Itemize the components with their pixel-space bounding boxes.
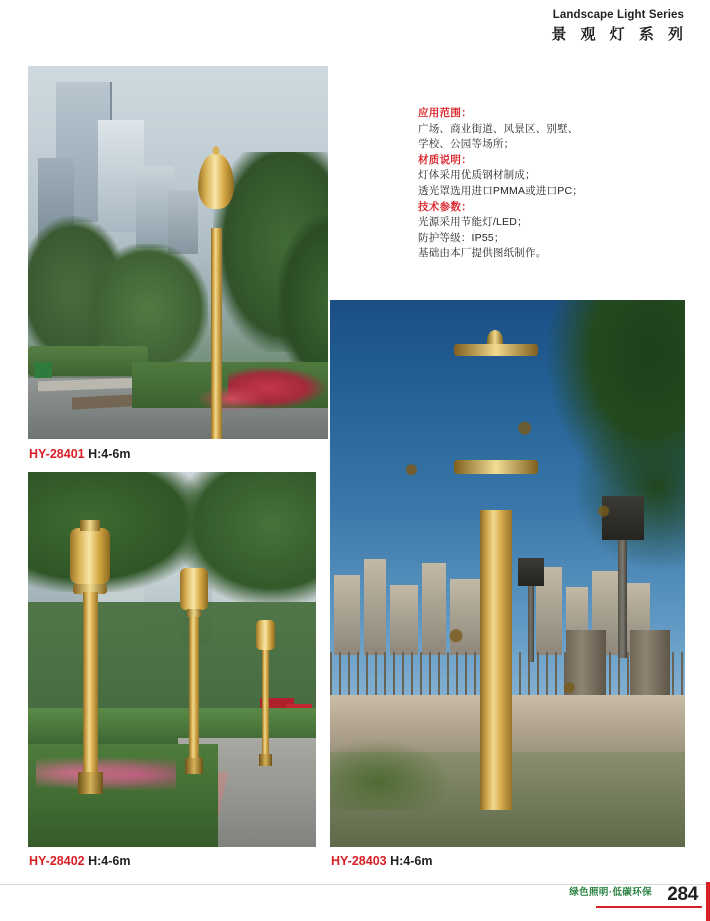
- photo2-lampA-pole: [83, 592, 98, 784]
- photo2-lampB-head: [180, 568, 208, 610]
- header-chinese-title: 景 观 灯 系 列: [551, 26, 688, 43]
- product-height-hy28402: H:4-6m: [88, 854, 131, 868]
- photo2-lampA-head: [70, 528, 110, 584]
- spec-application-line-2: 学校、公园等场所；: [418, 138, 515, 151]
- spec-material-line-1: 灯体采用优质钢材制成；: [418, 169, 536, 182]
- photo3-lamp-head: [330, 300, 406, 412]
- spec-heading-material: 材质说明：: [418, 153, 472, 166]
- spec-heading-parameters: 技术参数：: [418, 200, 472, 213]
- spec-parameters-line-1: 光源采用节能灯/LED；: [418, 216, 528, 229]
- photo2-lampC-head: [256, 620, 275, 650]
- photo3-lamp-pole: [480, 510, 512, 810]
- product-code-hy28402: HY-28402: [29, 854, 89, 868]
- product-height-hy28401: H:4-6m: [88, 447, 131, 461]
- spec-application-line-1: 广场、商业街道、风景区、别墅、: [418, 122, 579, 135]
- page-number: 284: [667, 884, 698, 905]
- footer-accent-rule: [596, 906, 702, 908]
- spec-heading-application: 应用范围：: [418, 107, 472, 119]
- spec-parameters-line-3: 基础由本厂提供图纸制作。: [418, 247, 547, 260]
- photo2-lampA-base: [78, 772, 103, 794]
- footer-slogan: 绿色照明·低碳环保: [569, 887, 652, 898]
- photo2-lampB-neck: [187, 609, 201, 617]
- header-english-title: Landscape Light Series: [552, 9, 684, 21]
- caption-hy28402: [29, 854, 130, 868]
- product-height-hy28403: H:4-6m: [390, 854, 433, 868]
- photo2-tree-row: [28, 602, 316, 712]
- page-header: [551, 8, 688, 46]
- product-photo-hy28403: [330, 300, 685, 847]
- photo2-lampB-base: [185, 758, 203, 774]
- photo3-lamp-collar-bottom: [454, 460, 538, 474]
- photo1-tree-right-2: [278, 216, 328, 386]
- product-code-hy28401: HY-28401: [29, 447, 89, 461]
- caption-hy28403: [331, 854, 432, 868]
- spec-material-line-2: 透光罩选用进口PMMA或进口PC；: [418, 184, 583, 197]
- product-photo-hy28401: [28, 66, 328, 439]
- photo2-lampB-pole: [189, 617, 199, 765]
- product-code-hy28403: HY-28403: [331, 854, 391, 868]
- photo2-flowerbed: [36, 756, 176, 790]
- specification-panel: [418, 106, 658, 262]
- photo1-sign: [34, 362, 52, 378]
- photo1-lamp-pole: [211, 228, 222, 439]
- spec-parameters-line-2: 防护等级：IP55；: [418, 231, 505, 244]
- footer-accent-bar: [706, 882, 710, 921]
- photo2-lampC-pole: [262, 650, 269, 760]
- caption-hy28401: [29, 447, 130, 461]
- product-photo-hy28402: [28, 472, 316, 847]
- photo1-flowerbed-2: [196, 386, 266, 412]
- photo2-lampC-base: [259, 754, 272, 766]
- photo2-lampA-neck: [80, 520, 100, 531]
